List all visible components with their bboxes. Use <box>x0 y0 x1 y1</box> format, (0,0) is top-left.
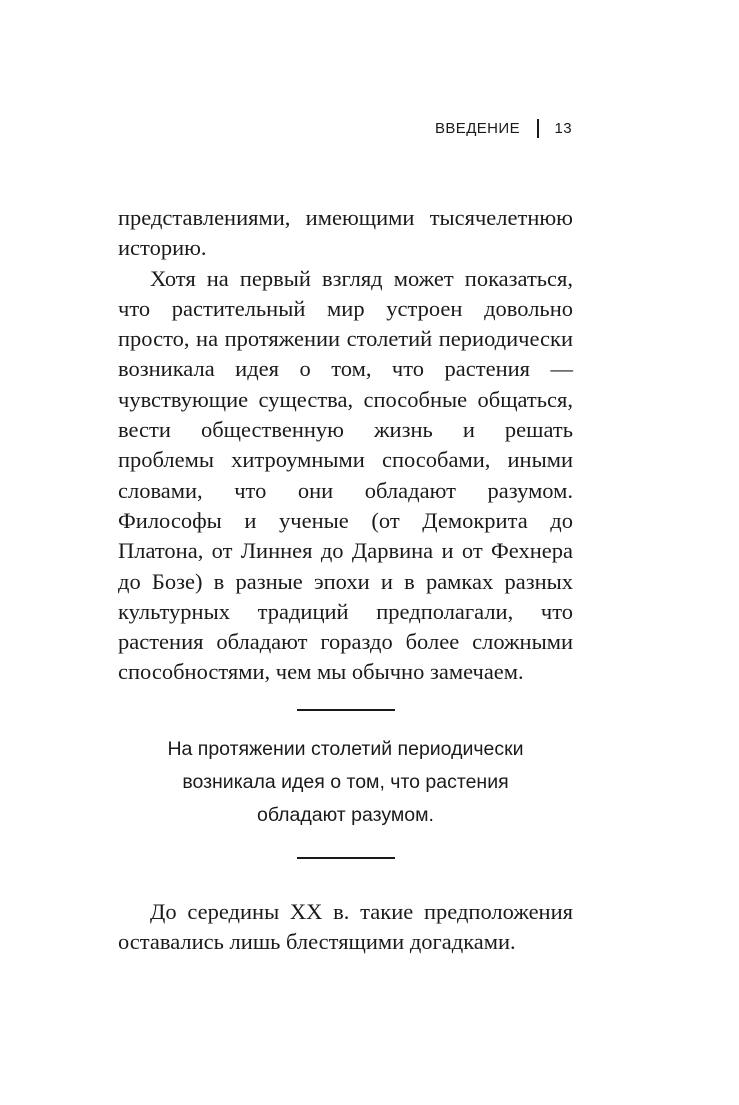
closing-text-block <box>118 897 573 958</box>
main-text-block <box>118 203 573 688</box>
pull-quote-line: На протяжении столетий периодически <box>167 738 524 760</box>
pull-quote <box>118 733 573 832</box>
pull-quote-line: возникала идея о том, что растения <box>182 771 509 793</box>
pull-quote-line: обладают разумом. <box>257 804 434 826</box>
body-paragraph: До середины XX в. такие предположения оставались лишь блестящими догадками. <box>118 899 573 955</box>
running-head-separator <box>537 119 539 138</box>
body-paragraph: Хотя на первый взгляд может показаться, что растительный мир устроен довольно просто, на протяжении столетий периодически возникала идея о том, что растения — чувствующие существа, способные общаться, вести общественную жизнь и решать проблемы хитроумными способами, иными словами, что они обладают разумом. Философы и ученые (от Демокрита до Платона, от Линнея до Дарвина и от Фехнера до Бозе) в разные эпохи и в рамках разных культурных традиций предполагали, что растения обладают гораздо более сложными способностями, чем мы обычно замечаем. <box>118 265 573 685</box>
page-number: 13 <box>554 119 572 137</box>
continuation-paragraph: представлениями, имеющими тысячелетнюю историю. <box>118 205 573 261</box>
pullquote-top-rule <box>297 709 395 711</box>
section-title: ВВЕДЕНИЕ <box>435 119 520 137</box>
pullquote-bottom-rule <box>297 857 395 859</box>
running-head <box>435 114 572 142</box>
